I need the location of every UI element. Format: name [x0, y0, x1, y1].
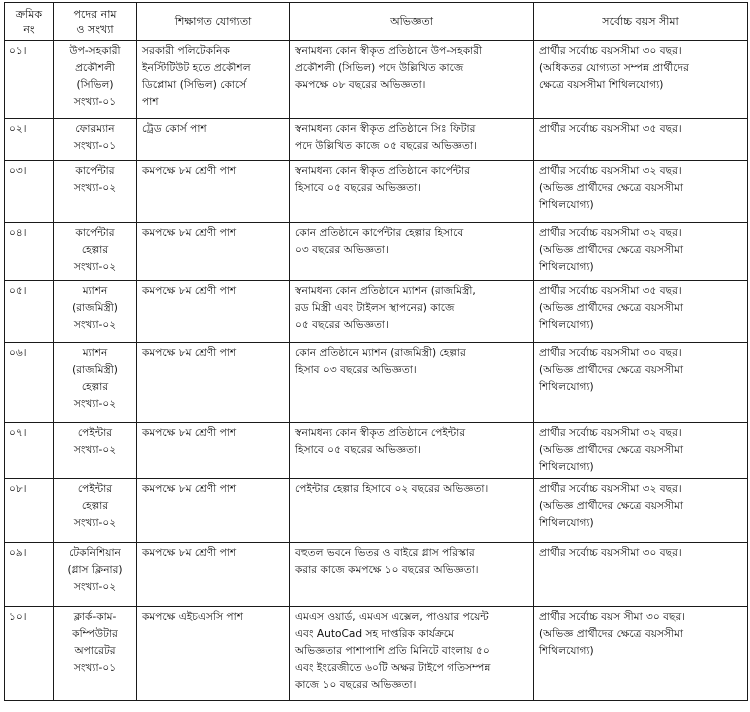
post-cell-text: ফোরম্যান সংখ্যা-০১	[73, 123, 117, 152]
education-cell-text: কমপক্ষে ৮ম শ্রেণী পাশ	[142, 285, 237, 297]
post-cell-text: উপ-সহকারী প্রকৌশলী (সিভিল) সংখ্যা-০১	[69, 45, 121, 108]
serial-cell	[5, 423, 54, 479]
education-cell	[137, 223, 290, 281]
serial-cell-text: ০১।	[9, 45, 27, 57]
age-limit-cell	[534, 607, 748, 701]
age-limit-cell-text: প্রার্থীর সর্বোচ্চ বয়সসীমা ৩০ বছর। (অভিজ্ঞ প্রার্থীদের ক্ষেত্রে বয়সসীমা শিথিলযোগ্য)	[539, 347, 684, 393]
serial-cell	[5, 161, 54, 223]
age-limit-cell-text: প্রার্থীর সর্বোচ্চ বয়স সীমা ৩০ বছর। (অভিজ্ঞ প্রার্থীদের ক্ষেত্রে বয়সসীমা শিথিলযোগ্য)	[539, 611, 686, 657]
post-cell-text: ক্লার্ক-কাম- কম্পিউটার অপারেটর সংখ্যা-০১	[72, 611, 118, 674]
experience-cell-text: পেইন্টার হেল্পার হিসাবে ০২ বছরের অভিজ্ঞতা।	[295, 483, 489, 495]
experience-cell-text: স্বনামধন্য কোন প্রতিষ্ঠানে ম্যাশন (রাজমিস্ত্রী, রড মিস্ত্রী এবং টাইলস স্থাপনের) কাজে ০৫ বছরের অভিজ্ঞতা।	[295, 285, 476, 331]
header-education: শিক্ষাগত যোগ্যতা	[137, 3, 290, 41]
post-cell	[54, 543, 137, 607]
education-cell-text: কমপক্ষে ৮ম শ্রেণী পাশ	[142, 483, 237, 495]
experience-cell-text: স্বনামধন্য কোন স্বীকৃত প্রতিষ্ঠানে উপ-সহকারী প্রকৌশলী (সিভিল) পদে উল্লিখিত কাজে কমপক্ষে ০৮ বছরের অভিজ্ঞতা।	[295, 45, 483, 91]
post-cell-text: কার্পেন্টার সংখ্যা-০২	[73, 165, 117, 194]
education-cell-text: ট্রেড কোর্স পাশ	[142, 123, 207, 135]
serial-cell-text: ০৩।	[9, 165, 27, 177]
serial-cell-text: ০২।	[9, 123, 27, 135]
table-row	[5, 41, 748, 119]
post-cell-text: পেইন্টার হেল্পার সংখ্যা-০২	[73, 483, 117, 529]
experience-cell	[290, 161, 534, 223]
education-cell	[137, 343, 290, 423]
table-row	[5, 607, 748, 701]
experience-cell-text: বহুতল ভবনে ভিতর ও বাইরে গ্লাস পরিস্কার করার কাজে কমপক্ষে ১০ বছরের অভিজ্ঞতা।	[295, 547, 479, 576]
experience-cell-text: এমএস ওয়ার্ড, এমএস এক্সেল, পাওয়ার পয়েন্ট এবং AutoCad সহ দাপ্তরিক কার্যক্রমে অভিজ্ঞতার পাশাপাশি প্রতি মিনিটে বাংলায় ৫০ এবং ইংরেজীতে ৬০টি অক্ষর টাইপে গতিসম্পন্ন কাজে ১০ বছরের অভিজ্ঞতা।	[295, 611, 491, 691]
table-row	[5, 543, 748, 607]
post-cell	[54, 423, 137, 479]
education-cell	[137, 479, 290, 543]
experience-cell	[290, 607, 534, 701]
age-limit-cell	[534, 343, 748, 423]
post-cell-text: ম্যাশন (রাজমিস্ত্রী) হেল্পার সংখ্যা-০২	[72, 347, 118, 410]
post-cell-text: ম্যাশন (রাজমিস্ত্রী) সংখ্যা-০২	[72, 285, 118, 331]
experience-cell	[290, 479, 534, 543]
age-limit-cell	[534, 281, 748, 343]
post-cell	[54, 223, 137, 281]
serial-cell	[5, 607, 54, 701]
experience-cell	[290, 119, 534, 161]
education-cell	[137, 281, 290, 343]
serial-cell	[5, 479, 54, 543]
post-cell	[54, 161, 137, 223]
table-row	[5, 161, 748, 223]
serial-cell-text: ০৪।	[9, 227, 27, 239]
education-cell-text: কমপক্ষে ৮ম শ্রেণী পাশ	[142, 547, 237, 559]
experience-cell	[290, 343, 534, 423]
education-cell-text: কমপক্ষে এইচএসসি পাশ	[142, 611, 243, 623]
serial-cell	[5, 119, 54, 161]
serial-cell	[5, 281, 54, 343]
education-cell-text: কমপক্ষে ৮ম শ্রেণী পাশ	[142, 347, 237, 359]
serial-cell	[5, 343, 54, 423]
post-cell	[54, 343, 137, 423]
serial-cell-text: ১০।	[9, 611, 27, 623]
experience-cell-text: স্বনামধন্য কোন স্বীকৃত প্রতিষ্ঠানে পেইন্টার হিসাবে ০৫ বছরের অভিজ্ঞতা।	[295, 427, 466, 456]
header-age-limit: সর্বোচ্চ বয়স সীমা	[534, 3, 748, 41]
table-row	[5, 423, 748, 479]
education-cell-text: কমপক্ষে ৮ম শ্রেণী পাশ	[142, 165, 237, 177]
serial-cell-text: ০৬।	[9, 347, 27, 359]
experience-cell-text: কোন প্রতিষ্ঠানে ম্যাশন (রাজমিস্ত্রী) হেল্পার হিসাব ০৩ বছরের অভিজ্ঞতা।	[295, 347, 466, 376]
age-limit-cell-text: প্রার্থীর সর্বোচ্চ বয়সসীমা ৩৫ বছর। (অভিজ্ঞ প্রার্থীদের ক্ষেত্রে বয়সসীমা শিথিলযোগ্য)	[539, 285, 684, 331]
education-cell	[137, 119, 290, 161]
experience-cell	[290, 423, 534, 479]
age-limit-cell	[534, 479, 748, 543]
age-limit-cell	[534, 423, 748, 479]
age-limit-cell-text: প্রার্থীর সর্বোচ্চ বয়সসীমা ৩০ বছর। (অধিকতর যোগ্যতা সম্পন্ন প্রার্থীদের ক্ষেত্রে বয়সসীমা শিথিলযোগ্য)	[539, 45, 689, 91]
age-limit-cell	[534, 543, 748, 607]
table-row	[5, 223, 748, 281]
age-limit-cell-text: প্রার্থীর সর্বোচ্চ বয়সসীমা ৩২ বছর। (অভিজ্ঞ প্রার্থীদের ক্ষেত্রে বয়সসীমা শিথিলযোগ্য)	[539, 427, 684, 473]
post-cell-text: কার্পেন্টার হেল্পার সংখ্যা-০২	[73, 227, 117, 273]
post-cell	[54, 607, 137, 701]
serial-cell	[5, 41, 54, 119]
table-row	[5, 479, 748, 543]
header-post: পদের নাম ও সংখ্যা	[54, 3, 137, 41]
age-limit-cell	[534, 161, 748, 223]
serial-cell-text: ০৮।	[9, 483, 27, 495]
age-limit-cell	[534, 41, 748, 119]
post-cell-text: পেইন্টার সংখ্যা-০২	[73, 427, 117, 456]
serial-cell-text: ০৫।	[9, 285, 27, 297]
experience-cell	[290, 281, 534, 343]
age-limit-cell-text: প্রার্থীর সর্বোচ্চ বয়সসীমা ৩২ বছর। (অভিজ্ঞ প্রার্থীদের ক্ষেত্রে বয়সসীমা শিথিলযোগ্য)	[539, 165, 684, 211]
experience-cell	[290, 543, 534, 607]
education-cell	[137, 161, 290, 223]
education-cell-text: কমপক্ষে ৮ম শ্রেণী পাশ	[142, 427, 237, 439]
post-cell	[54, 479, 137, 543]
experience-cell-text: কোন প্রতিষ্ঠানে কার্পেন্টার হেল্পার হিসাবে ০৩ বছরের অভিজ্ঞতা।	[295, 227, 464, 256]
experience-cell	[290, 41, 534, 119]
education-cell-text: সরকারী পলিটেকনিক ইনস্টিটিউট হতে প্রকৌশল ডিপ্লোমা (সিভিল) কোর্সে পাশ	[142, 45, 251, 108]
header-serial: ক্রমিক নং	[5, 3, 54, 41]
serial-cell-text: ০৯।	[9, 547, 27, 559]
post-cell	[54, 41, 137, 119]
education-cell	[137, 607, 290, 701]
education-cell	[137, 543, 290, 607]
education-cell	[137, 41, 290, 119]
table-row	[5, 343, 748, 423]
age-limit-cell-text: প্রার্থীর সর্বোচ্চ বয়সসীমা ৩০ বছর।	[539, 547, 682, 559]
age-limit-cell-text: প্রার্থীর সর্বোচ্চ বয়সসীমা ৩৫ বছর।	[539, 123, 682, 135]
table-row	[5, 119, 748, 161]
table-header-row	[5, 3, 748, 41]
education-cell	[137, 423, 290, 479]
serial-cell-text: ০৭।	[9, 427, 27, 439]
age-limit-cell	[534, 119, 748, 161]
experience-cell	[290, 223, 534, 281]
post-cell	[54, 281, 137, 343]
job-requirements-table	[4, 2, 748, 701]
age-limit-cell-text: প্রার্থীর সর্বোচ্চ বয়সসীমা ৩২ বছর। (অভিজ্ঞ প্রার্থীদের ক্ষেত্রে বয়সসীমা শিথিলযোগ্য)	[539, 483, 684, 529]
table-row	[5, 281, 748, 343]
age-limit-cell-text: প্রার্থীর সর্বোচ্চ বয়সসীমা ৩২ বছর। (অভিজ্ঞ প্রার্থীদের ক্ষেত্রে বয়সসীমা শিথিলযোগ্য)	[539, 227, 684, 273]
post-cell	[54, 119, 137, 161]
education-cell-text: কমপক্ষে ৮ম শ্রেণী পাশ	[142, 227, 237, 239]
experience-cell-text: স্বনামধন্য কোন স্বীকৃত প্রতিষ্ঠানে কার্পেন্টার হিসাবে ০৫ বছরের অভিজ্ঞতা।	[295, 165, 471, 194]
serial-cell	[5, 223, 54, 281]
header-experience: অভিজ্ঞতা	[290, 3, 534, 41]
age-limit-cell	[534, 223, 748, 281]
post-cell-text: টেকনিশিয়ান (গ্লাস ক্লিনার) সংখ্যা-০২	[67, 547, 123, 593]
serial-cell	[5, 543, 54, 607]
experience-cell-text: স্বনামধন্য কোন স্বীকৃত প্রতিষ্ঠানে সিঃ ফিটার পদে উল্লিখিত কাজে ০৫ বছরের অভিজ্ঞতা।	[295, 123, 477, 152]
